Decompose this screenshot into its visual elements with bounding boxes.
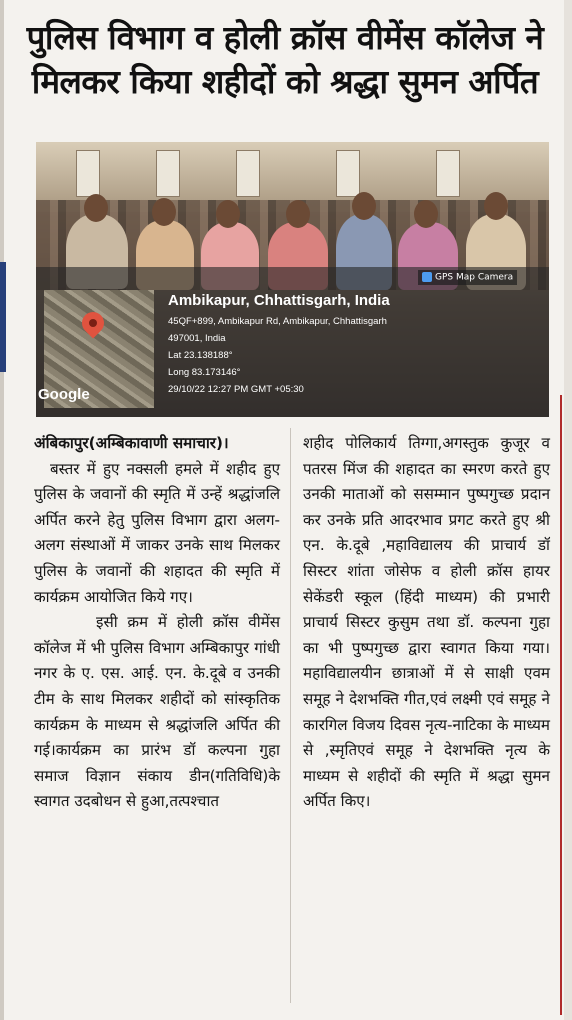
longitude: Long 83.173146° <box>168 367 241 378</box>
gps-badge-label: GPS Map Camera <box>435 272 514 283</box>
audience-head <box>484 192 508 220</box>
article-paragraph-2: इसी क्रम में होली क्रॉस वीमेंस कॉलेज में भी पुलिस विभाग अम्बिकापुर गांधी नगर के ए. एस. आई. एन. के.दूबे व उनकी टीम के साथ मिलकर शहीदों को सांस्कृतिक कार्यक्रम के माध्यम से श्रद्धांजलि अर्पित की गई।कार्यक्रम का प्रारंभ डॉ कल्पना गुहा समाज विज्ञान संकाय डीन(गतिविधि)के स्वागत उदबोधन से हुआ,तत्पश्चात <box>34 613 280 811</box>
google-logo: Google <box>38 386 90 403</box>
article-paragraph-3: शहीद पोलिकार्य तिग्गा,अगस्तुक कुजूर व पतरस मिंज की शहादत का स्मरण करते हुए उनकी माताओं को ससम्मान पुष्पगुच्छ प्रदान कर उनके प्रति आदरभाव प्रगट करते हुए श्री एन. के.दूबे ,महाविद्यालय की प्राचार्य डॉ सिस्टर शांता जोसेफ व होली क्रॉस हायर सेकेंडरी स्कूल (हिंदी माध्यम) की प्रभारी प्राचार्य सिस्टर कुसुम तथा डॉ. कल्पना गुहा का भी पुष्पगुच्छ द्वारा स्वागत किया गया।महाविद्यालयीन छात्राओं में से साक्षी एवम समूह ने देशभक्ति गीत,एवं लक्ष्मी एवं समूह ने कारगिल विजय दिवस नृत्य-नाटिका के माध्यम से ,स्मृतिएवं समूह ने देशभक्ति नृत्य के माध्यम से शहीदों की स्मृति में श्रद्धा सुमन अर्पित किए। <box>303 434 550 811</box>
hall-window <box>436 150 460 197</box>
page-edge-right <box>564 0 572 1020</box>
headline <box>20 16 550 104</box>
location-name: Ambikapur, Chhattisgarh, India <box>168 292 390 309</box>
page-edge-left <box>0 0 4 1020</box>
hall-window <box>156 150 180 197</box>
audience-head <box>286 200 310 228</box>
audience-head <box>414 200 438 228</box>
article-column-right <box>303 431 550 815</box>
audience-head <box>84 194 108 222</box>
article-column-left <box>34 431 280 815</box>
audience-head <box>352 192 376 220</box>
article-dateline: अंबिकापुर(अम्बिकावाणी समाचार)। <box>34 434 229 452</box>
audience-head <box>216 200 240 228</box>
page-edge-binding <box>0 262 6 372</box>
hall-window <box>76 150 100 197</box>
latitude: Lat 23.138188° <box>168 350 233 361</box>
gps-stamp-text <box>168 292 390 398</box>
address-line-2: 497001, India <box>168 333 226 344</box>
audience-head <box>152 198 176 226</box>
address-line-1: 45QF+899, Ambikapur Rd, Ambikapur, Chhattisgarh <box>168 316 387 327</box>
gps-camera-badge <box>418 270 517 285</box>
event-photo <box>36 142 549 417</box>
hall-window <box>336 150 360 197</box>
column-divider <box>290 428 291 1003</box>
photo-timestamp: 29/10/22 12:27 PM GMT +05:30 <box>168 384 304 395</box>
headline-line-1: पुलिस विभाग व होली क्रॉस वीमेंस कॉलेज ने <box>26 18 544 57</box>
headline-line-2: मिलकर किया शहीदों को श्रद्धा सुमन अर्पित <box>31 62 539 101</box>
article-paragraph-1: बस्तर में हुए नक्सली हमले में शहीद हुए पुलिस के जवानों की स्मृति में उन्हें श्रद्धांजलि अर्पित करने हेतु पुलिस विभाग द्वारा अलग-अलग संस्थाओं में जाकर उनके साथ मिलकर पुलिस के जवानों की शहादत की स्मृति में कार्यक्रम आयोजित किये गए। <box>34 459 280 606</box>
hall-window <box>236 150 260 197</box>
camera-icon <box>422 272 432 282</box>
column-rule-right <box>560 395 562 1015</box>
